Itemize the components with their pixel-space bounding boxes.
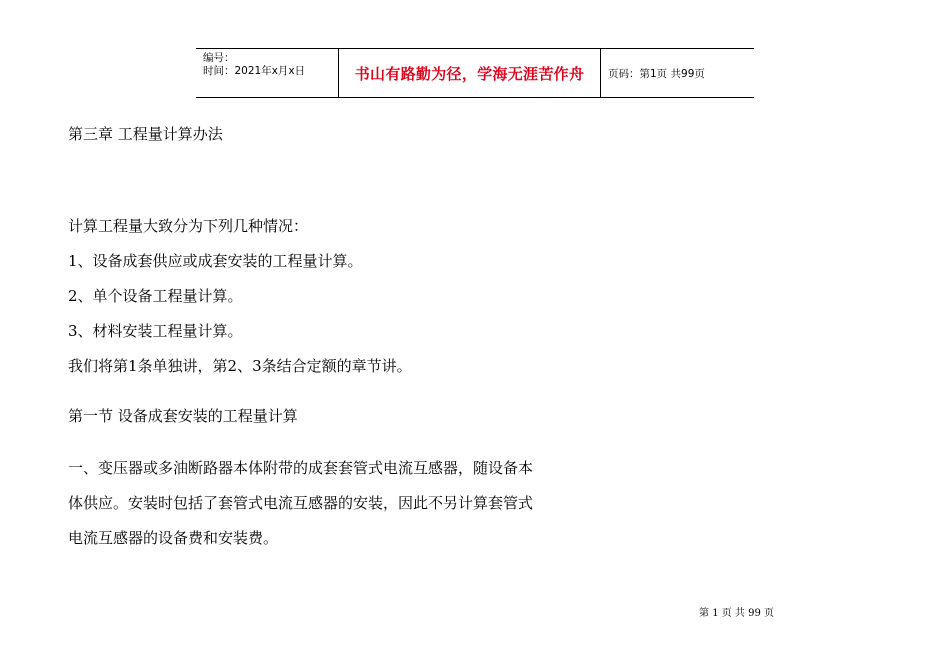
list-item: 2、单个设备工程量计算。 [68, 287, 243, 305]
header-meta-cell [196, 49, 338, 97]
header-page-code: 页码：第1页 共99页 [608, 67, 705, 80]
chapter-title: 第三章 工程量计算办法 [68, 125, 223, 143]
header-page-cell [601, 49, 754, 97]
page-footer: 第 1 页 共 99 页 [699, 608, 774, 619]
document-time-label: 时间：2021年x月x日 [203, 65, 306, 77]
body-paragraph-line: 一、变压器或多油断路器本体附带的成套套管式电流互感器，随设备本 [68, 459, 534, 477]
document-number-label: 编号： [203, 52, 235, 64]
page-header [196, 48, 754, 98]
list-item: 1、设备成套供应或成套安装的工程量计算。 [68, 252, 363, 270]
intro-paragraph: 计算工程量大致分为下列几种情况： [68, 217, 309, 235]
body-paragraph-line: 体供应。安装时包括了套管式电流互感器的安装，因此不另计算套管式 [68, 494, 534, 512]
header-motto-cell [338, 49, 601, 97]
list-item: 3、材料安装工程量计算。 [68, 322, 243, 340]
section-title: 第一节 设备成套安装的工程量计算 [68, 407, 298, 425]
header-motto: 书山有路勤为径，学海无涯苦作舟 [354, 64, 585, 83]
body-paragraph-line: 电流互感器的设备费和安装费。 [68, 529, 279, 547]
note-paragraph: 我们将第1条单独讲，第2、3条结合定额的章节讲。 [68, 357, 412, 375]
